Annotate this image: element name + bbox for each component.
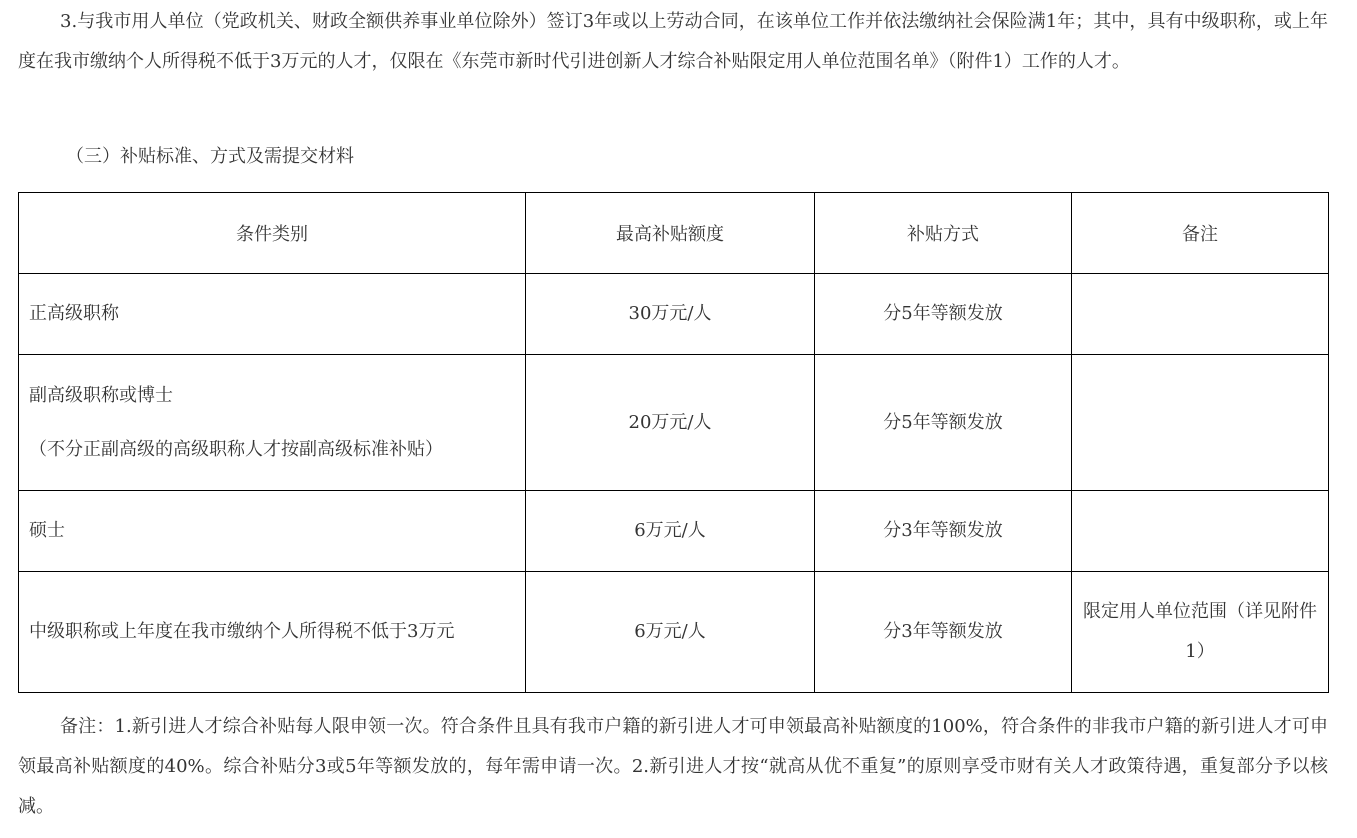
paragraph-3: 3.与我市用人单位（党政机关、财政全额供养事业单位除外）签订3年或以上劳动合同，在该单位工作并依法缴纳社会保险满1年；其中，具有中级职称，或上年度在我市缴纳个人所得税不低于3万元的人才，仅限在《东莞市新时代引进创新人才综合补贴限定用人单位范围名单》（附件1）工作的人才。 [18, 11, 1328, 72]
header-amount: 最高补贴额度 [526, 193, 815, 274]
cell-remark [1072, 274, 1329, 355]
cell-remark: 限定用人单位范围（详见附件1） [1072, 572, 1329, 693]
cell-category: 中级职称或上年度在我市缴纳个人所得税不低于3万元 [19, 572, 526, 693]
section-heading: （三）补贴标准、方式及需提交材料 [66, 146, 354, 167]
header-method: 补贴方式 [815, 193, 1072, 274]
header-remark: 备注 [1072, 193, 1329, 274]
table-row [19, 572, 1329, 693]
cell-category: 硕士 [19, 491, 526, 572]
cell-category [19, 355, 526, 491]
cell-amount: 30万元/人 [526, 274, 815, 355]
cell-category-note: （不分正副高级的高级职称人才按副高级标准补贴） [29, 438, 443, 460]
cell-remark [1072, 355, 1329, 491]
cell-remark [1072, 491, 1329, 572]
cell-amount: 20万元/人 [526, 355, 815, 491]
cell-method: 分3年等额发放 [815, 572, 1072, 693]
cell-method: 分5年等额发放 [815, 274, 1072, 355]
cell-category-main: 副高级职称或博士 [29, 384, 173, 406]
table-note: 备注：1.新引进人才综合补贴每人限申领一次。符合条件且具有我市户籍的新引进人才可申领最高补贴额度的100%，符合条件的非我市户籍的新引进人才可申领最高补贴额度的40%。综合补贴分3或5年等额发放的，每年需申请一次。2.新引进人才按“就高从优不重复”的原则享受市财有关人才政策待遇，重复部分予以核减。 [18, 716, 1328, 817]
cell-amount: 6万元/人 [526, 491, 815, 572]
cell-method: 分3年等额发放 [815, 491, 1072, 572]
cell-category: 正高级职称 [19, 274, 526, 355]
cell-method: 分5年等额发放 [815, 355, 1072, 491]
table-row [19, 491, 1329, 572]
subsidy-table [18, 192, 1329, 693]
cell-amount: 6万元/人 [526, 572, 815, 693]
table-row [19, 274, 1329, 355]
table-row [19, 355, 1329, 491]
header-category: 条件类别 [19, 193, 526, 274]
table-header-row [19, 193, 1329, 274]
